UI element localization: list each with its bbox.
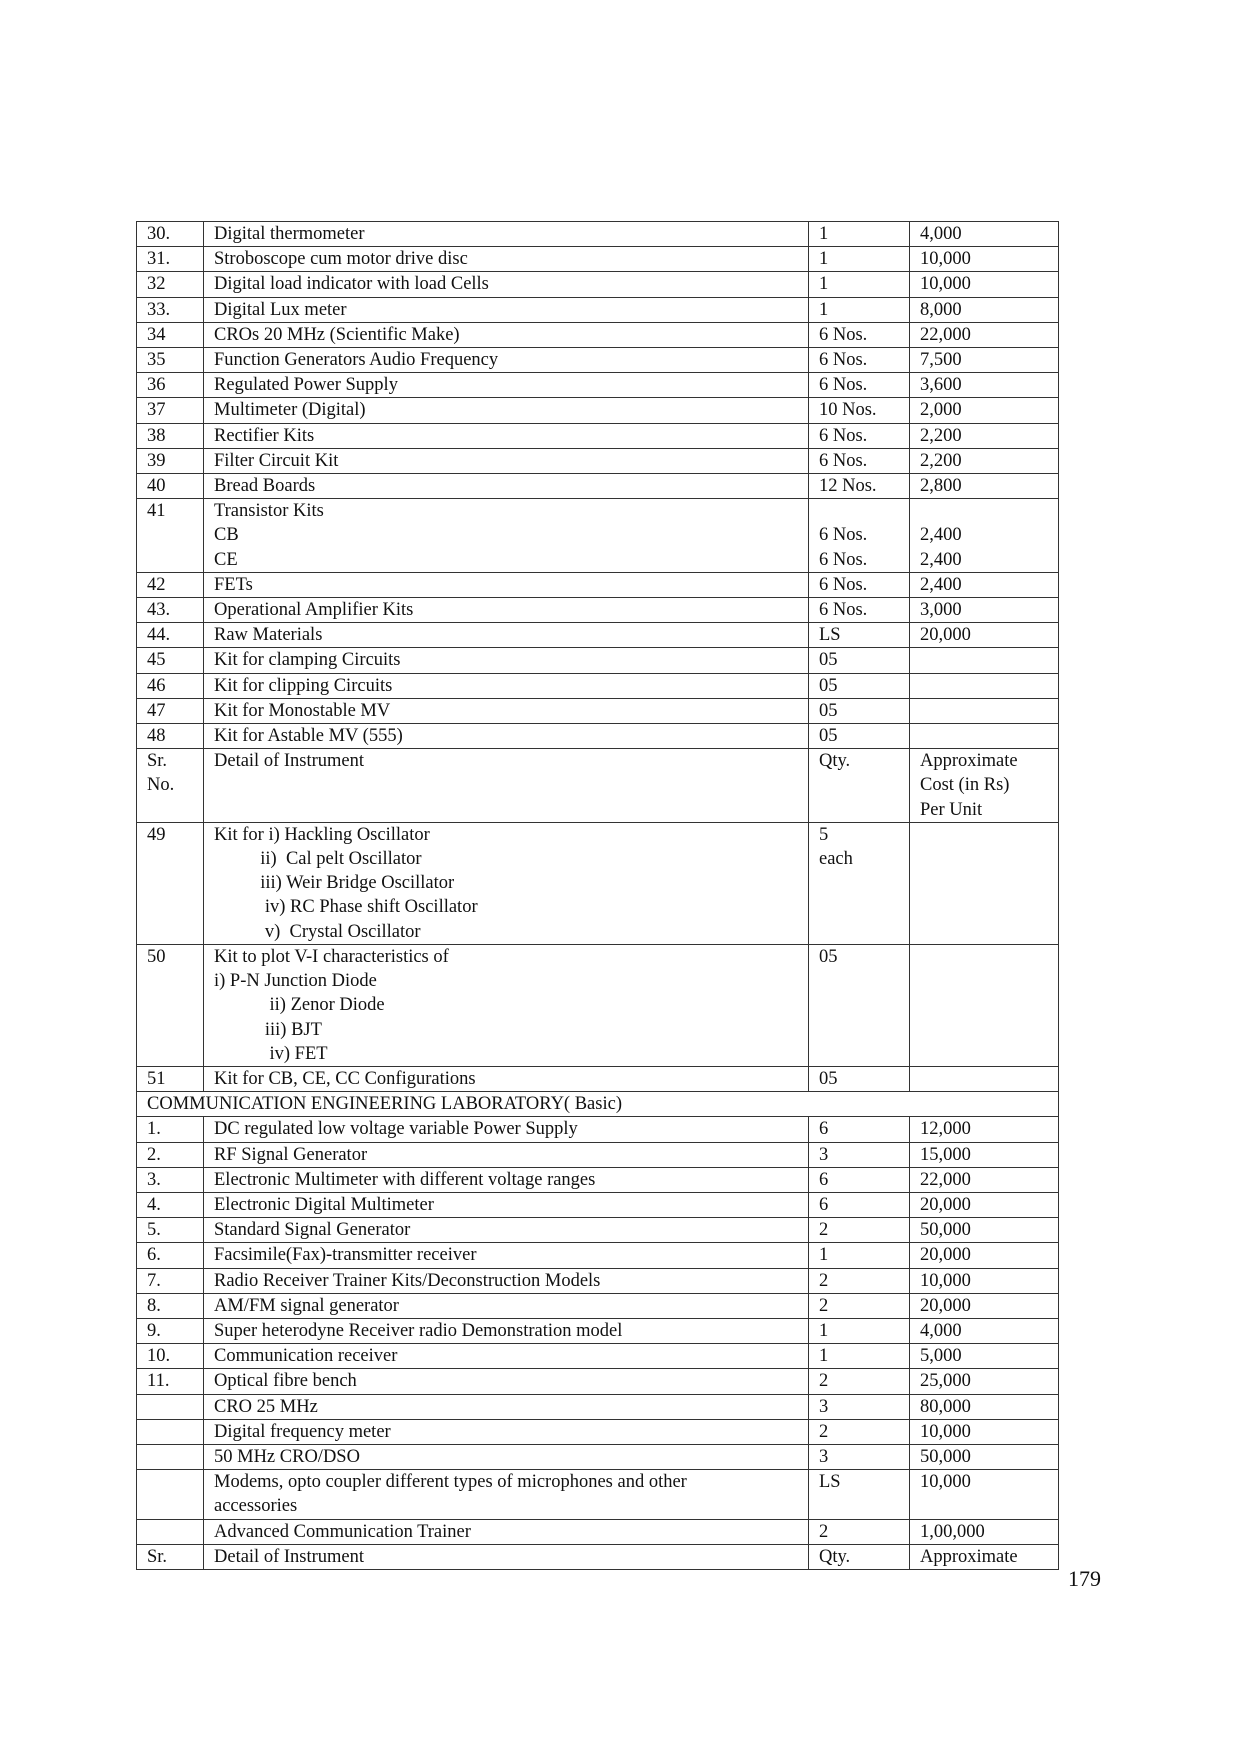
table-row [137, 698, 1059, 723]
table-row [137, 1243, 1059, 1268]
cost-cell: 3,600 [910, 373, 1059, 398]
qty-cell: 1 [809, 1243, 910, 1268]
instrument-cell: Kit to plot V-I characteristics of i) P-N Junction Diode ii) Zenor Diode iii) BJT iv) FET [204, 944, 809, 1066]
qty-cell: 6 Nos. [809, 448, 910, 473]
cost-cell: 5,000 [910, 1344, 1059, 1369]
table-row [137, 1142, 1059, 1167]
qty-cell: 2 [809, 1218, 910, 1243]
instrument-cell: Electronic Multimeter with different voltage ranges [204, 1167, 809, 1192]
table-row [137, 648, 1059, 673]
table-row [137, 724, 1059, 749]
sr-no-cell: 2. [137, 1142, 204, 1167]
instrument-cell: Kit for Astable MV (555) [204, 724, 809, 749]
instrument-cell: Digital Lux meter [204, 297, 809, 322]
sr-no-cell: 33. [137, 297, 204, 322]
sr-no-cell: 11. [137, 1369, 204, 1394]
instrument-cell: Kit for clamping Circuits [204, 648, 809, 673]
cost-cell: Approximate [910, 1544, 1059, 1569]
cost-cell [910, 648, 1059, 673]
sr-no-cell: 35 [137, 348, 204, 373]
table-row [137, 247, 1059, 272]
table-row [137, 448, 1059, 473]
instrument-cell: Kit for clipping Circuits [204, 673, 809, 698]
sr-no-cell: 1. [137, 1117, 204, 1142]
sr-no-cell: 36 [137, 373, 204, 398]
sr-no-cell: 48 [137, 724, 204, 749]
qty-cell: 1 [809, 1318, 910, 1343]
qty-cell: 6 Nos. [809, 572, 910, 597]
qty-cell: Qty. [809, 1544, 910, 1569]
qty-cell: 6 Nos. 6 Nos. [809, 499, 910, 573]
instrument-cell: Filter Circuit Kit [204, 448, 809, 473]
instrument-cell: Radio Receiver Trainer Kits/Deconstruction Models [204, 1268, 809, 1293]
table-row [137, 944, 1059, 1066]
sr-no-cell: 43. [137, 598, 204, 623]
sr-no-cell [137, 1519, 204, 1544]
instrument-cell: Kit for i) Hackling Oscillator ii) Cal pelt Oscillator iii) Weir Bridge Oscillator iv) RC Phase shift Oscillator v) Crystal Oscillator [204, 822, 809, 944]
table-body [137, 222, 1059, 1570]
section-heading: COMMUNICATION ENGINEERING LABORATORY( Basic) [137, 1092, 1059, 1117]
sr-no-cell: 41 [137, 499, 204, 573]
instrument-cell: FETs [204, 572, 809, 597]
instrument-cell: Super heterodyne Receiver radio Demonstration model [204, 1318, 809, 1343]
cost-cell: 2,200 [910, 448, 1059, 473]
cost-cell: 12,000 [910, 1117, 1059, 1142]
table-row [137, 1218, 1059, 1243]
sr-no-cell: 44. [137, 623, 204, 648]
page-number: 179 [1068, 1566, 1101, 1591]
table-row [137, 1544, 1059, 1569]
cost-cell: 10,000 [910, 1470, 1059, 1519]
instrument-cell: Digital load indicator with load Cells [204, 272, 809, 297]
instrument-cell: Facsimile(Fax)-transmitter receiver [204, 1243, 809, 1268]
qty-cell: 2 [809, 1268, 910, 1293]
table-row [137, 1066, 1059, 1091]
sr-no-cell [137, 1444, 204, 1469]
cost-cell: 10,000 [910, 1268, 1059, 1293]
qty-cell: 6 [809, 1117, 910, 1142]
instrument-cell: Stroboscope cum motor drive disc [204, 247, 809, 272]
sr-no-cell: 45 [137, 648, 204, 673]
cost-cell: 2,000 [910, 398, 1059, 423]
table-row [137, 272, 1059, 297]
table-row [137, 598, 1059, 623]
cost-cell: 50,000 [910, 1444, 1059, 1469]
sr-no-cell: 4. [137, 1192, 204, 1217]
table-row [137, 1369, 1059, 1394]
sr-no-cell: Sr. [137, 1544, 204, 1569]
sr-no-cell: 8. [137, 1293, 204, 1318]
section-heading-row [137, 1092, 1059, 1117]
cost-cell: 15,000 [910, 1142, 1059, 1167]
cost-cell: 1,00,000 [910, 1519, 1059, 1544]
cost-cell: Approximate Cost (in Rs) Per Unit [910, 749, 1059, 823]
sr-no-cell: 46 [137, 673, 204, 698]
qty-cell: 05 [809, 648, 910, 673]
instrument-cell: 50 MHz CRO/DSO [204, 1444, 809, 1469]
cost-cell: 50,000 [910, 1218, 1059, 1243]
instrument-cell: CROs 20 MHz (Scientific Make) [204, 322, 809, 347]
table-row [137, 1318, 1059, 1343]
instrument-cell: Standard Signal Generator [204, 1218, 809, 1243]
instrument-cell: Multimeter (Digital) [204, 398, 809, 423]
instrument-cell: Electronic Digital Multimeter [204, 1192, 809, 1217]
qty-cell: 05 [809, 944, 910, 1066]
table-row [137, 297, 1059, 322]
cost-cell: 8,000 [910, 297, 1059, 322]
sr-no-cell: 32 [137, 272, 204, 297]
cost-cell: 22,000 [910, 1167, 1059, 1192]
sr-no-cell: 42 [137, 572, 204, 597]
qty-cell: 6 Nos. [809, 373, 910, 398]
cost-cell: 10,000 [910, 1419, 1059, 1444]
table-row [137, 673, 1059, 698]
qty-cell: LS [809, 623, 910, 648]
table-row [137, 398, 1059, 423]
equipment-table [136, 221, 1059, 1570]
qty-cell: 2 [809, 1419, 910, 1444]
sr-no-cell: 47 [137, 698, 204, 723]
sr-no-cell: Sr. No. [137, 749, 204, 823]
qty-cell: 1 [809, 272, 910, 297]
qty-cell: 6 Nos. [809, 598, 910, 623]
qty-cell: Qty. [809, 749, 910, 823]
table-row [137, 1268, 1059, 1293]
sr-no-cell: 38 [137, 423, 204, 448]
qty-cell: 1 [809, 1344, 910, 1369]
qty-cell: 12 Nos. [809, 474, 910, 499]
table-row [137, 499, 1059, 573]
sr-no-cell: 34 [137, 322, 204, 347]
qty-cell: LS [809, 1470, 910, 1519]
qty-cell: 2 [809, 1293, 910, 1318]
table-row [137, 423, 1059, 448]
sr-no-cell: 7. [137, 1268, 204, 1293]
instrument-cell: Modems, opto coupler different types of microphones and other accessories [204, 1470, 809, 1519]
cost-cell: 4,000 [910, 222, 1059, 247]
sr-no-cell [137, 1394, 204, 1419]
table-row [137, 1344, 1059, 1369]
sr-no-cell: 10. [137, 1344, 204, 1369]
sr-no-cell: 50 [137, 944, 204, 1066]
instrument-cell: Detail of Instrument [204, 1544, 809, 1569]
table-row [137, 623, 1059, 648]
cost-cell [910, 944, 1059, 1066]
qty-cell: 3 [809, 1142, 910, 1167]
instrument-cell: Detail of Instrument [204, 749, 809, 823]
cost-cell: 2,200 [910, 423, 1059, 448]
instrument-cell: Communication receiver [204, 1344, 809, 1369]
qty-cell: 1 [809, 222, 910, 247]
sr-no-cell: 5. [137, 1218, 204, 1243]
cost-cell: 10,000 [910, 272, 1059, 297]
cost-cell: 4,000 [910, 1318, 1059, 1343]
table-row [137, 373, 1059, 398]
table-row [137, 1419, 1059, 1444]
sr-no-cell [137, 1470, 204, 1519]
qty-cell: 05 [809, 724, 910, 749]
instrument-cell: Regulated Power Supply [204, 373, 809, 398]
table-row [137, 1444, 1059, 1469]
cost-cell [910, 822, 1059, 944]
qty-cell: 10 Nos. [809, 398, 910, 423]
qty-cell: 2 [809, 1369, 910, 1394]
table-row [137, 1117, 1059, 1142]
qty-cell: 6 [809, 1192, 910, 1217]
cost-cell: 2,800 [910, 474, 1059, 499]
sr-no-cell: 3. [137, 1167, 204, 1192]
sr-no-cell: 6. [137, 1243, 204, 1268]
qty-cell: 05 [809, 698, 910, 723]
qty-cell: 6 [809, 1167, 910, 1192]
sr-no-cell: 30. [137, 222, 204, 247]
cost-cell: 2,400 [910, 572, 1059, 597]
qty-cell: 05 [809, 1066, 910, 1091]
qty-cell: 3 [809, 1394, 910, 1419]
qty-cell: 1 [809, 297, 910, 322]
instrument-cell: Optical fibre bench [204, 1369, 809, 1394]
instrument-cell: AM/FM signal generator [204, 1293, 809, 1318]
instrument-cell: Bread Boards [204, 474, 809, 499]
qty-cell: 5 each [809, 822, 910, 944]
instrument-cell: Operational Amplifier Kits [204, 598, 809, 623]
table-row [137, 1192, 1059, 1217]
table-row [137, 322, 1059, 347]
sr-no-cell: 51 [137, 1066, 204, 1091]
instrument-cell: Raw Materials [204, 623, 809, 648]
qty-cell: 1 [809, 247, 910, 272]
table-row [137, 1519, 1059, 1544]
table-row [137, 222, 1059, 247]
table-row [137, 822, 1059, 944]
cost-cell: 20,000 [910, 1192, 1059, 1217]
instrument-cell: RF Signal Generator [204, 1142, 809, 1167]
instrument-cell: Advanced Communication Trainer [204, 1519, 809, 1544]
cost-cell: 10,000 [910, 247, 1059, 272]
table-row [137, 1394, 1059, 1419]
instrument-cell: DC regulated low voltage variable Power Supply [204, 1117, 809, 1142]
cost-cell: 20,000 [910, 1243, 1059, 1268]
table-row [137, 348, 1059, 373]
table-row [137, 1293, 1059, 1318]
sr-no-cell: 31. [137, 247, 204, 272]
cost-cell [910, 698, 1059, 723]
sr-no-cell: 9. [137, 1318, 204, 1343]
instrument-cell: Transistor Kits CB CE [204, 499, 809, 573]
cost-cell [910, 724, 1059, 749]
table-row [137, 749, 1059, 823]
instrument-cell: Function Generators Audio Frequency [204, 348, 809, 373]
qty-cell: 2 [809, 1519, 910, 1544]
qty-cell: 6 Nos. [809, 348, 910, 373]
cost-cell: 7,500 [910, 348, 1059, 373]
cost-cell: 20,000 [910, 1293, 1059, 1318]
instrument-cell: Digital frequency meter [204, 1419, 809, 1444]
sr-no-cell: 37 [137, 398, 204, 423]
qty-cell: 6 Nos. [809, 322, 910, 347]
instrument-cell: CRO 25 MHz [204, 1394, 809, 1419]
sr-no-cell: 39 [137, 448, 204, 473]
table-row [137, 1470, 1059, 1519]
cost-cell: 22,000 [910, 322, 1059, 347]
cost-cell: 2,400 2,400 [910, 499, 1059, 573]
instrument-cell: Rectifier Kits [204, 423, 809, 448]
instrument-cell: Kit for Monostable MV [204, 698, 809, 723]
cost-cell [910, 1066, 1059, 1091]
sr-no-cell: 40 [137, 474, 204, 499]
instrument-cell: Kit for CB, CE, CC Configurations [204, 1066, 809, 1091]
cost-cell [910, 673, 1059, 698]
cost-cell: 80,000 [910, 1394, 1059, 1419]
qty-cell: 05 [809, 673, 910, 698]
table-row [137, 474, 1059, 499]
qty-cell: 3 [809, 1444, 910, 1469]
cost-cell: 3,000 [910, 598, 1059, 623]
cost-cell: 25,000 [910, 1369, 1059, 1394]
table-row [137, 1167, 1059, 1192]
instrument-cell: Digital thermometer [204, 222, 809, 247]
qty-cell: 6 Nos. [809, 423, 910, 448]
sr-no-cell: 49 [137, 822, 204, 944]
cost-cell: 20,000 [910, 623, 1059, 648]
sr-no-cell [137, 1419, 204, 1444]
table-row [137, 572, 1059, 597]
